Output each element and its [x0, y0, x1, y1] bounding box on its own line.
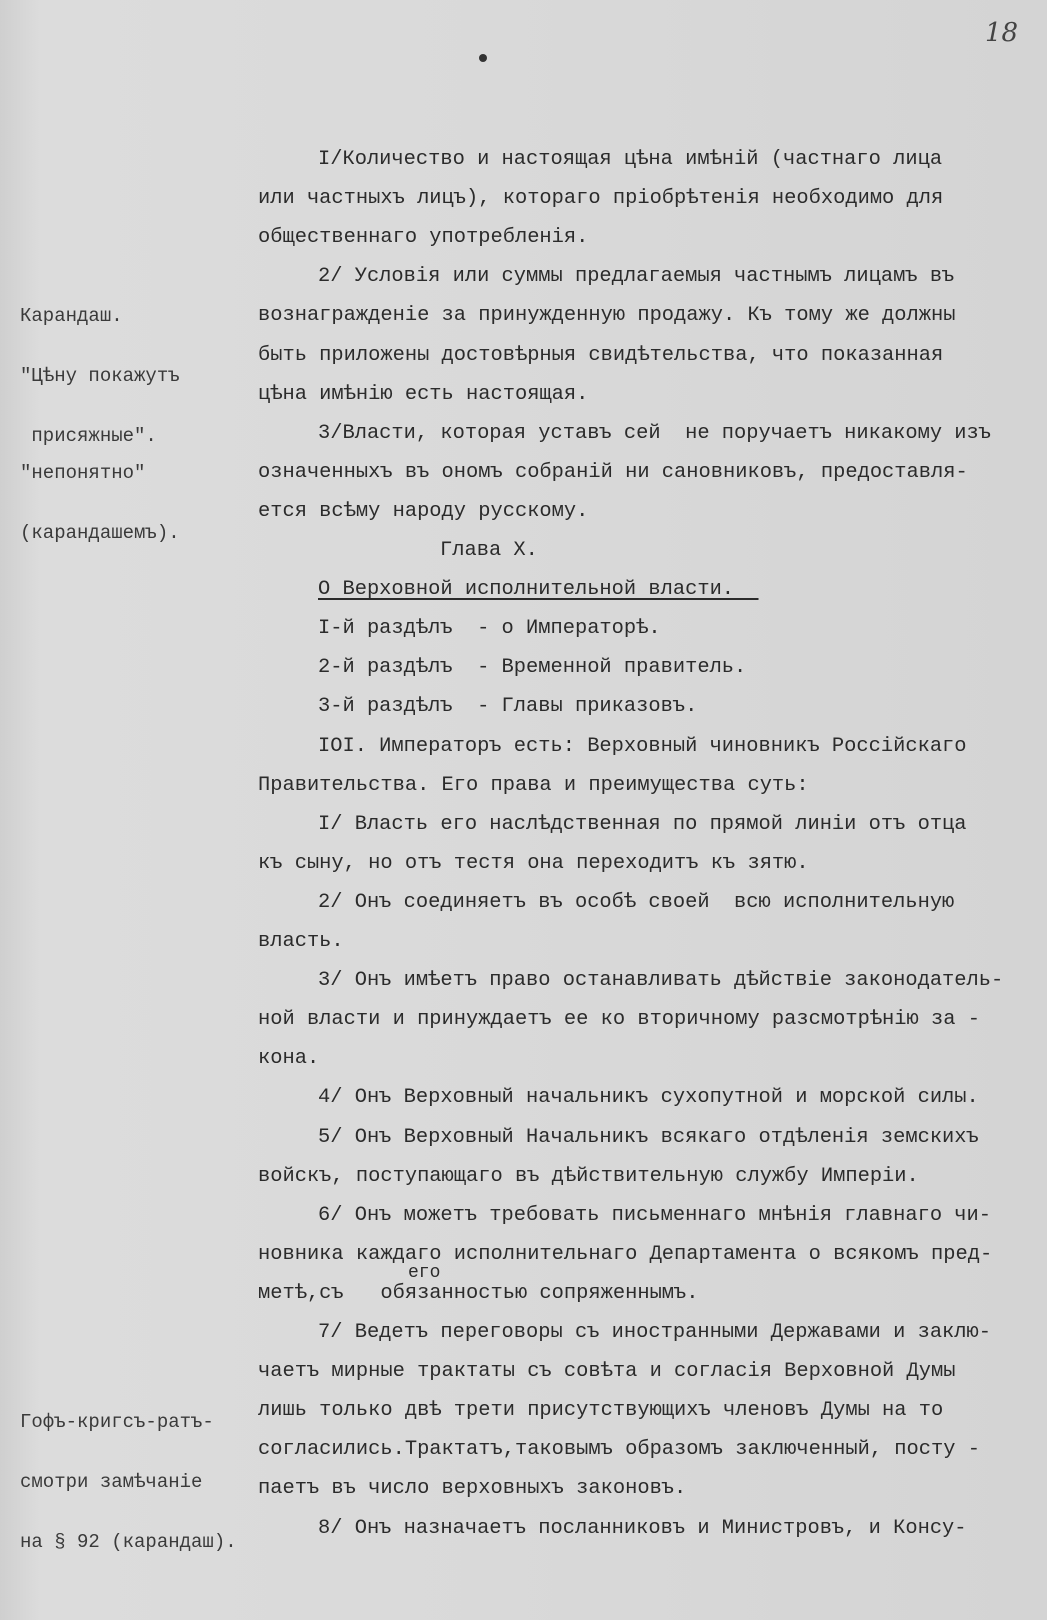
text-line: ется всѣму народу русскому.	[258, 499, 589, 523]
margin-note-line: Гофъ-кригсъ-ратъ-	[20, 1411, 214, 1433]
text-line: кона.	[258, 1047, 320, 1071]
text-line: IOI. Императоръ есть: Верховный чиновникъ Россійскаго	[318, 734, 967, 758]
text-line: паетъ въ число верховныхъ законовъ.	[258, 1477, 687, 1501]
ink-dot	[479, 54, 487, 62]
text-line: 2-й раздѣлъ - Временной правитель.	[318, 656, 747, 680]
text-line: I/ Власть его наслѣдственная по прямой линіи отъ отца	[318, 812, 967, 836]
text-line: Правительства. Его права и преимущества суть:	[258, 773, 809, 797]
text-line: 5/ Онъ Верховный Начальникъ всякаго отдѣленія земскихъ	[318, 1125, 979, 1149]
margin-note-unclear	[20, 423, 180, 563]
text-line: I-й раздѣлъ - о Императорѣ.	[318, 617, 661, 641]
text-line: 2/ Условія или суммы предлагаемыя частнымъ лицамъ въ	[318, 265, 955, 289]
text-line: новника каждаго исполнительнаго Департамента о всякомъ пред-	[258, 1242, 993, 1266]
text-line: цѣна имѣнію есть настоящая.	[258, 382, 589, 406]
margin-note-line: Карандаш.	[20, 305, 123, 327]
margin-note-line: "непонятно"	[20, 462, 146, 484]
text-line: общественнаго употребленія.	[258, 226, 589, 250]
margin-note-line: (карандашемъ).	[20, 522, 180, 544]
text-line: 8/ Онъ назначаетъ посланниковъ и Министровъ, и Консу-	[318, 1516, 967, 1540]
text-line: или частныхъ лицъ), котораго пріобрѣтенія необходимо для	[258, 187, 944, 211]
text-line: метѣ,съ обязанностью сопряженнымъ.	[258, 1281, 699, 1305]
margin-note-line: "Цѣну покажутъ	[20, 365, 180, 387]
text-line: 4/ Онъ Верховный начальникъ сухопутной и морской силы.	[318, 1086, 979, 1110]
text-line: согласились.Трактатъ,таковымъ образомъ заключенный, посту -	[258, 1438, 980, 1462]
page-number: 18	[985, 18, 1019, 48]
margin-note-line: смотри замѣчаніе	[20, 1471, 203, 1493]
text-line: вознагражденіе за принужденную продажу. Къ тому же должны	[258, 304, 956, 328]
text-line: войскъ, поступающаго въ дѣйствительную службу Имперіи.	[258, 1164, 919, 1188]
text-line: 2/ Онъ соединяетъ въ особѣ своей всю исполнительную	[318, 890, 955, 914]
text-line: 7/ Ведетъ переговоры съ иностранными Державами и заклю-	[318, 1321, 992, 1344]
text-line: 6/ Онъ можетъ требовать письменнаго мнѣнія главнаго чи-	[318, 1203, 992, 1227]
text-line: ной власти и принуждаетъ ее ко вторичному разсмотрѣнію за -	[258, 1008, 980, 1032]
margin-note-line: присяжные".	[20, 425, 157, 447]
text-line: къ сыну, но отъ тестя она переходитъ къ зятю.	[258, 851, 809, 875]
text-line: власть.	[258, 930, 344, 953]
text-line: лишь только двѣ трети присутствующихъ членовъ Думы на то	[258, 1399, 944, 1423]
interlinear-insertion: его	[408, 1263, 441, 1283]
margin-note-hofkriegsrat	[20, 1372, 237, 1572]
section-heading: О Верховной исполнительной власти.	[318, 578, 759, 602]
text-line: чаетъ мирные трактаты съ совѣта и согласія Верховной Думы	[258, 1360, 956, 1384]
chapter-heading: Глава X.	[440, 539, 538, 562]
margin-note-line: на § 92 (карандаш).	[20, 1531, 237, 1553]
text-line: 3/ Онъ имѣетъ право останавливать дѣйствіе законодатель-	[318, 969, 1004, 993]
text-line: I/Количество и настоящая цѣна имѣній (частнаго лица	[318, 148, 943, 171]
text-line: означенныхъ въ ономъ собраній ни сановниковъ, предоставля-	[258, 460, 968, 484]
text-line: 3-й раздѣлъ - Главы приказовъ.	[318, 695, 698, 719]
text-line: 3/Власти, которая уставъ сей не поручаетъ никакому изъ	[318, 421, 992, 445]
text-line: быть приложены достовѣрныя свидѣтельства, что показанная	[258, 343, 944, 367]
